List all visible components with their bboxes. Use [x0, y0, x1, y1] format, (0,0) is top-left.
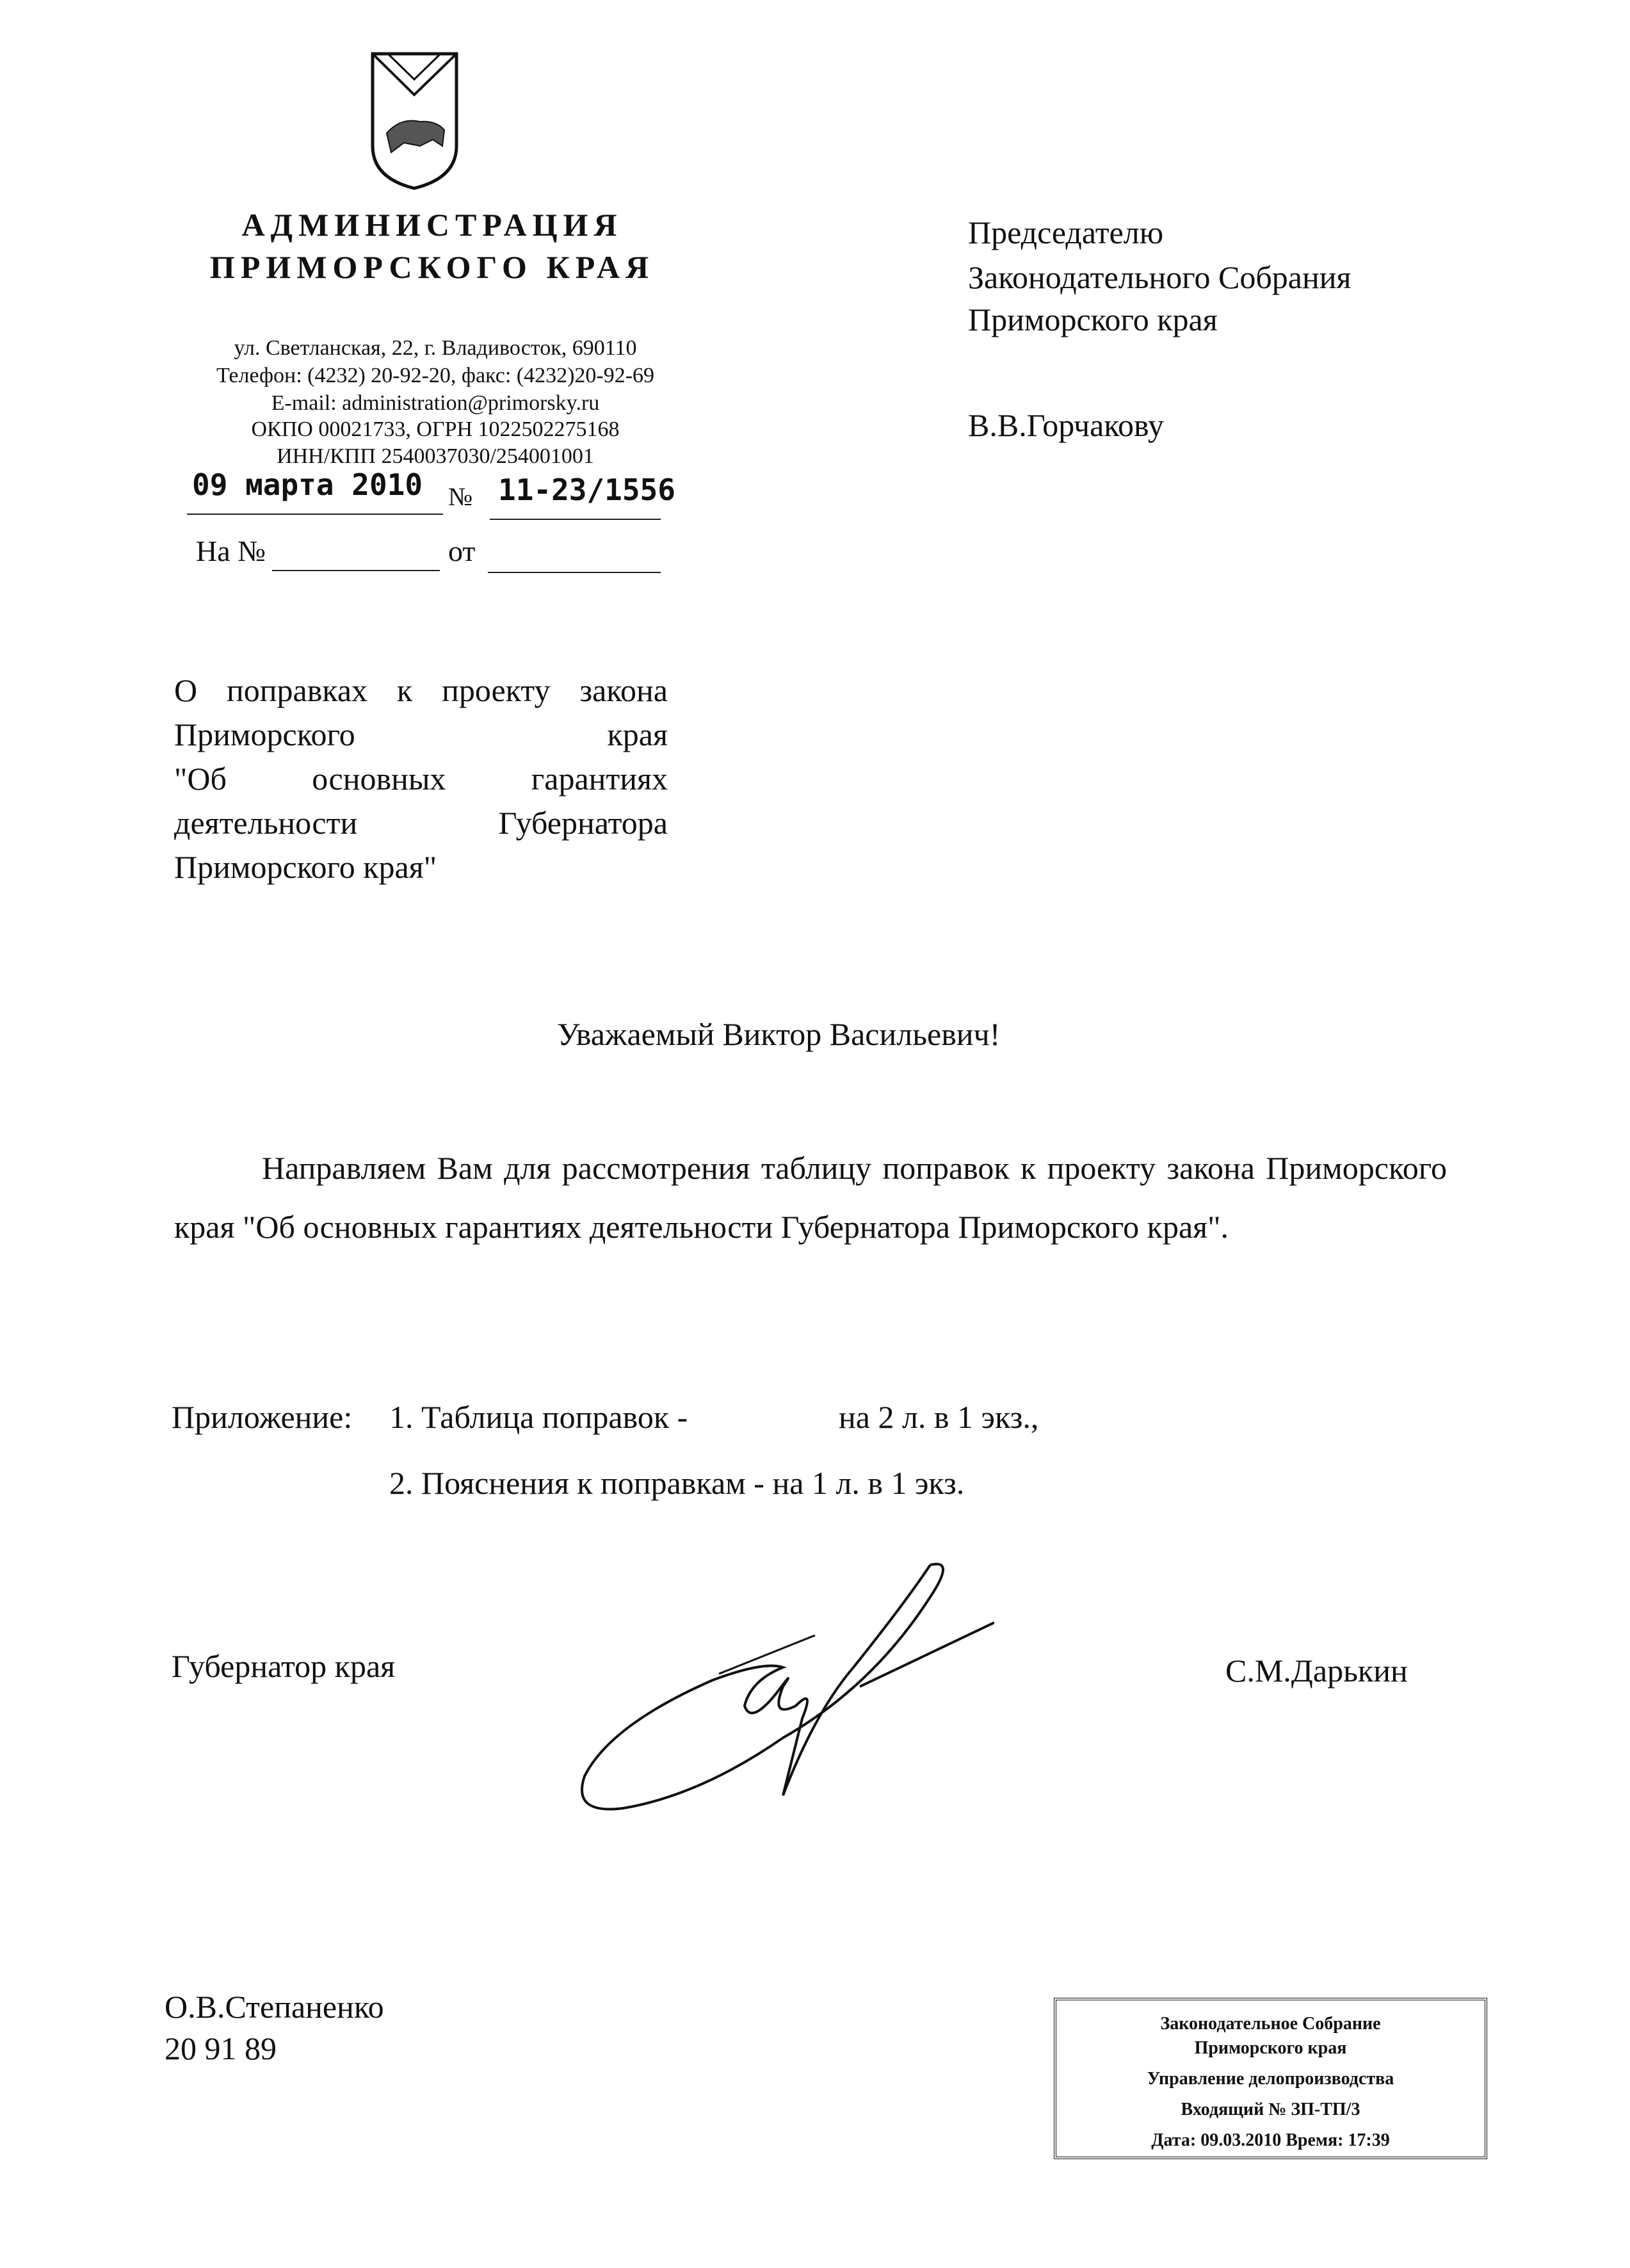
org-name-line1: АДМИНИСТРАЦИЯ	[241, 207, 623, 243]
subject-line: Приморского края"	[174, 849, 437, 885]
attachment-item1: 1. Таблица поправок -	[389, 1399, 688, 1435]
org-email: E-mail: administration@primorsky.ru	[271, 391, 600, 415]
stamp-line: Управление делопроизводства	[1147, 2069, 1394, 2089]
executor-name: О.В.Степаненко	[165, 1989, 384, 2025]
org-address: ул. Светланская, 22, г. Владивосток, 690110	[234, 336, 637, 360]
stamp-line: Приморского края	[1194, 2038, 1347, 2058]
addressee-name: В.В.Горчакову	[968, 407, 1164, 443]
incoming-registration-stamp	[1054, 1998, 1487, 2159]
attachment-item1-qty: на 2 л. в 1 экз.,	[839, 1399, 1039, 1435]
subject-line: "Об основных гарантиях	[174, 761, 668, 797]
signatory-position: Губернатор края	[172, 1648, 396, 1684]
subject-line: О поправках к проекту закона	[174, 672, 668, 708]
subject-line: деятельности Губернатора	[174, 805, 668, 841]
greeting: Уважаемый Виктор Васильевич!	[557, 1016, 1001, 1052]
coat-of-arms-emblem	[369, 50, 460, 193]
addressee-line1: Председателю	[968, 215, 1164, 250]
reference-from-label: от	[448, 535, 476, 567]
body-text: Направляем Вам для рассмотрения таблицу поправок к проекту закона Приморского края "Об основных гарантиях деятельности Губернатора Приморского края".	[174, 1150, 1447, 1245]
attachment-item2: 2. Пояснения к поправкам - на 1 л. в 1 экз.	[389, 1465, 965, 1501]
org-inn: ИНН/КПП 2540037030/254001001	[277, 444, 594, 468]
stamp-line: Дата: 09.03.2010 Время: 17:39	[1151, 2130, 1390, 2150]
outgoing-date: 09 марта 2010	[192, 467, 423, 502]
org-okpo: ОКПО 00021733, ОГРН 1022502275168	[251, 417, 620, 441]
subject-line: Приморского края	[174, 717, 668, 752]
org-phone: Телефон: (4232) 20-92-20, факс: (4232)20-92-69	[216, 364, 655, 387]
signatory-name: С.М.Дарькин	[1225, 1653, 1408, 1689]
stamp-line: Входящий № ЗП-ТП/3	[1181, 2100, 1360, 2119]
subject	[174, 668, 668, 889]
reference-number-label: На №	[196, 535, 266, 567]
addressee-line2: Законодательного Собрания	[968, 259, 1352, 295]
outgoing-number: 11-23/1556	[498, 473, 675, 507]
attachment-label: Приложение:	[172, 1399, 353, 1435]
executor-phone: 20 91 89	[165, 2030, 277, 2066]
number-label: №	[448, 482, 473, 511]
addressee-line3: Приморского края	[968, 302, 1218, 337]
org-name-line2: ПРИМОРСКОГО КРАЯ	[209, 249, 655, 285]
stamp-line: Законодательное Собрание	[1160, 2014, 1381, 2034]
handwritten-signature	[572, 1559, 994, 1821]
